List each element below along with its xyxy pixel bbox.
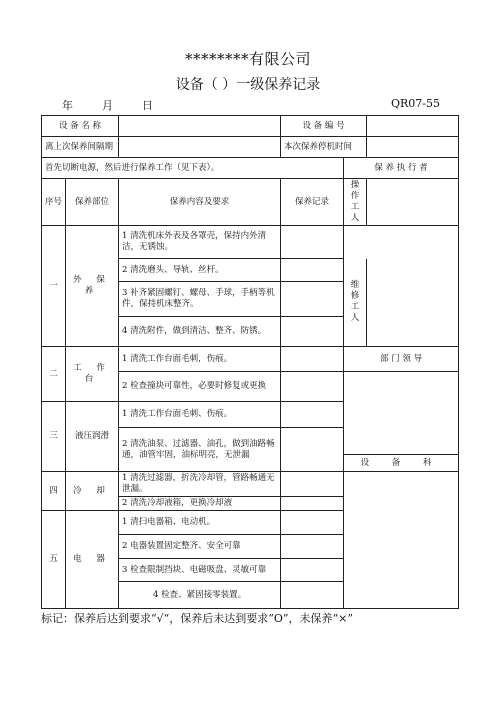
device-name-label: 设 备 名 称 [42,116,119,137]
section-5-record-3[interactable] [281,559,344,582]
date-year: 年 [62,99,73,112]
section-4-record-1[interactable] [281,472,344,497]
device-no-label: 设 备 编 号 [281,116,367,137]
section-2-item-2: 2 检查撞块可靠性，必要时修复或更换 [119,372,281,402]
section-2-item-1: 1 清洗工作台面毛刺，伤痕。 [119,347,281,372]
section-3-item-1: 1 清洗工作台面毛刺、伤痕。 [119,402,281,428]
section-3-no: 三 [42,402,66,472]
instruction-text: 首先切断电源，然后进行保养工作（见下表）。 [42,158,344,179]
section-3-item-2: 2 清洗油泵、过滤器、油孔，做到油路畅通，油管牢固，油标明亮，无泄漏 [119,428,281,472]
dept-leader-field[interactable] [344,372,459,455]
company-title: ********有限公司 [184,50,311,68]
operator-sign-field[interactable] [367,179,459,226]
date-day: 日 [142,99,153,112]
maintenance-worker-field[interactable] [367,259,459,347]
section-1-record-1[interactable] [281,226,344,259]
equipment-dept-label: 设 备 科 [344,455,459,472]
section-1-no: 一 [42,226,66,347]
section-1-record-3[interactable] [281,282,344,317]
device-name-field[interactable] [119,116,281,137]
form-title: 设备（ ）一级保养记录 [175,77,321,93]
form-code: QR07-55 [390,97,440,110]
col-record: 保养记录 [281,179,344,226]
section-5-record-4[interactable] [281,582,344,609]
section-1-record-4[interactable] [281,317,344,347]
section-4-record-2[interactable] [281,497,344,511]
section-3-part: 液压润滑 [66,402,119,472]
section-5-part: 电 器 [66,511,119,609]
section-2-record-1[interactable] [281,347,344,372]
dept-leader-label: 部 门 领 导 [344,347,459,372]
section-5-item-3: 3 检查限制挡块、电磁吸盘、灵敏可靠 [119,559,281,582]
section-4-part: 冷 却 [66,472,119,511]
section-1-record-2[interactable] [281,259,344,282]
section-5-no: 五 [42,511,66,609]
device-no-field[interactable] [367,116,459,137]
section-1-item-4: 4 清洗附件，做到清洁、整齐、防锈。 [119,317,281,347]
col-content: 保养内容及要求 [119,179,281,226]
section-4-item-2: 2 清洗冷却液箱，更换冷却液 [119,497,281,511]
downtime-field[interactable] [367,137,459,158]
section-5-item-4: 4 检查、紧固接零装置。 [119,582,281,609]
executor-label: 保 养 执 行 者 [344,158,459,179]
downtime-label: 本次保养停机时间 [281,137,367,158]
date-month: 月 [102,99,113,112]
section-3-record-1[interactable] [281,402,344,428]
section-5-item-2: 2 电器装置固定整齐、安全可靠 [119,535,281,559]
section-1-item-3: 3 补齐紧固螺钉、螺母、手球，手柄等机件，保持机床整齐。 [119,282,281,317]
section-1-item-1: 1 清洗机床外表及各罩壳，保持内外清洁，无锈蚀。 [119,226,281,259]
operator-area [344,226,459,259]
section-5-item-1: 1 清扫电器箱、电动机。 [119,511,281,535]
section-2-record-2[interactable] [281,372,344,402]
interval-field[interactable] [119,137,281,158]
footnote: 标记：保养后达到要求“√“，保养后未达到要求“O”，未保养“×” [41,612,353,625]
col-operator: 操作工人 [344,179,367,226]
section-1-part: 外 保 养 [66,226,119,347]
section-3-record-2[interactable] [281,428,344,472]
section-5-record-1[interactable] [281,511,344,535]
section-1-item-2: 2 清洗磨头、导轨、丝杆。 [119,259,281,282]
section-5-record-2[interactable] [281,535,344,559]
date-line [62,97,153,113]
section-2-part: 工 作 台 [66,347,119,402]
section-4-item-1: 1 清洗过滤器，折洗冷却管，管路畅通无泄漏。 [119,472,281,497]
equipment-dept-field[interactable] [344,472,459,609]
interval-label: 离上次保养间隔期 [42,137,119,158]
maintenance-table [41,115,459,609]
maintenance-worker-label: 维修工人 [344,259,367,347]
section-4-no: 四 [42,472,66,511]
col-part: 保养部位 [66,179,119,226]
col-no: 序号 [42,179,66,226]
section-2-no: 二 [42,347,66,402]
